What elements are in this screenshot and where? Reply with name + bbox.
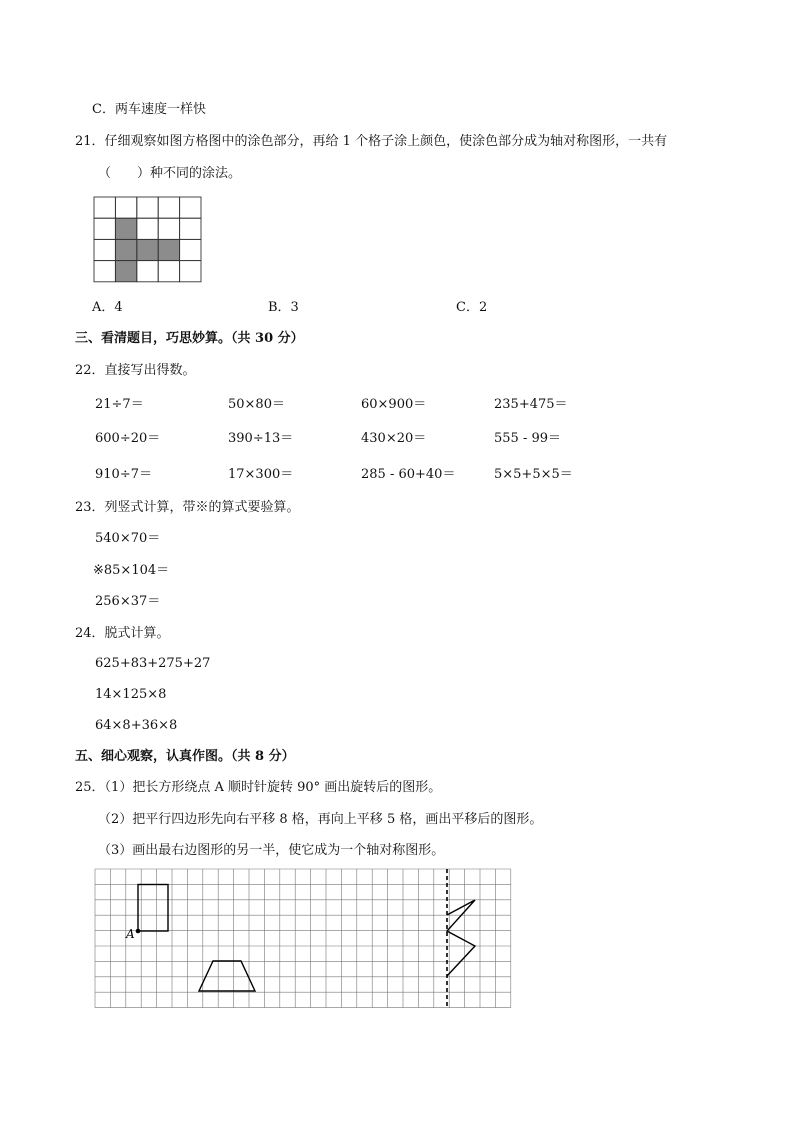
rectangle-shape (138, 885, 168, 932)
q21-option-a[interactable]: A．4 (92, 300, 123, 315)
q22-item: 17×300＝ (228, 467, 294, 482)
shaded-cell (115, 261, 136, 282)
q23-stem: 23．列竖式计算，带※的算式要验算。 (75, 500, 300, 515)
grid-cell (180, 197, 201, 218)
q24-item: 14×125×8 (95, 687, 167, 702)
point-a-label: A (126, 927, 135, 941)
q23-item: 256×37＝ (95, 594, 161, 609)
q22-item: 285 - 60+40＝ (361, 467, 456, 482)
grid-cell (137, 261, 158, 282)
grid-cell (137, 197, 158, 218)
q22-item: 235+475＝ (494, 397, 568, 412)
q25-part1: 25．（1）把长方形绕点 A 顺时针旋转 90° 画出旋转后的图形。 (75, 780, 442, 795)
q23-item: ※85×104＝ (93, 563, 170, 578)
q20-option-c: C．两车速度一样快 (92, 102, 206, 117)
section3-title: 三、看清题目，巧思妙算。（共 30 分） (75, 331, 304, 346)
q21-option-b[interactable]: B．3 (268, 300, 299, 315)
q22-item: 50×80＝ (228, 397, 285, 412)
q23-item: 540×70＝ (95, 531, 161, 546)
q25-grid-lines (95, 869, 511, 1008)
q22-item: 390÷13＝ (228, 431, 294, 446)
grid-cell (137, 218, 158, 239)
q24-item: 64×8+36×8 (95, 718, 178, 733)
half-figure (447, 900, 475, 976)
grid-cell (180, 261, 201, 282)
grid-cell (158, 261, 179, 282)
grid-cell (94, 239, 115, 260)
grid-cell (158, 218, 179, 239)
q21-shading-grid (94, 197, 202, 283)
q21-stem: 21．仔细观察如图方格图中的涂色部分，再给 1 个格子涂上颜色，使涂色部分成为轴对称图形，一共有 (75, 134, 668, 149)
shaded-cell (115, 239, 136, 260)
grid-cell (115, 197, 136, 218)
grid-cell (158, 197, 179, 218)
q22-item: 555 - 99＝ (494, 431, 562, 446)
grid-cell (94, 261, 115, 282)
shaded-cell (137, 239, 158, 260)
q22-item: 5×5+5×5＝ (494, 467, 573, 482)
grid-cell (180, 239, 201, 260)
grid-cell (94, 218, 115, 239)
q25-part2: （2）把平行四边形先向右平移 8 格，再向上平移 5 格，画出平移后的图形。 (98, 812, 543, 827)
q22-item: 600÷20＝ (95, 431, 161, 446)
section5-title: 五、细心观察，认真作图。（共 8 分） (75, 749, 295, 764)
q22-item: 21÷7＝ (95, 397, 144, 412)
q22-item: 430×20＝ (361, 431, 427, 446)
q25-drawing-grid (95, 869, 507, 1009)
q24-stem: 24．脱式计算。 (75, 626, 170, 641)
shaded-cell (158, 239, 179, 260)
point-a (136, 929, 141, 934)
q21-option-c[interactable]: C．2 (456, 300, 488, 315)
q21-stem-cont: （ ）种不同的涂法。 (98, 166, 242, 181)
grid-cell (94, 197, 115, 218)
q22-stem: 22．直接写出得数。 (75, 363, 196, 378)
grid-cell (180, 218, 201, 239)
q25-part3: （3）画出最右边图形的另一半，使它成为一个轴对称图形。 (98, 843, 445, 858)
parallelogram-shape (199, 961, 255, 991)
q22-item: 60×900＝ (361, 397, 427, 412)
shaded-cell (115, 218, 136, 239)
q24-item: 625+83+275+27 (95, 656, 211, 671)
q22-item: 910÷7＝ (95, 467, 152, 482)
